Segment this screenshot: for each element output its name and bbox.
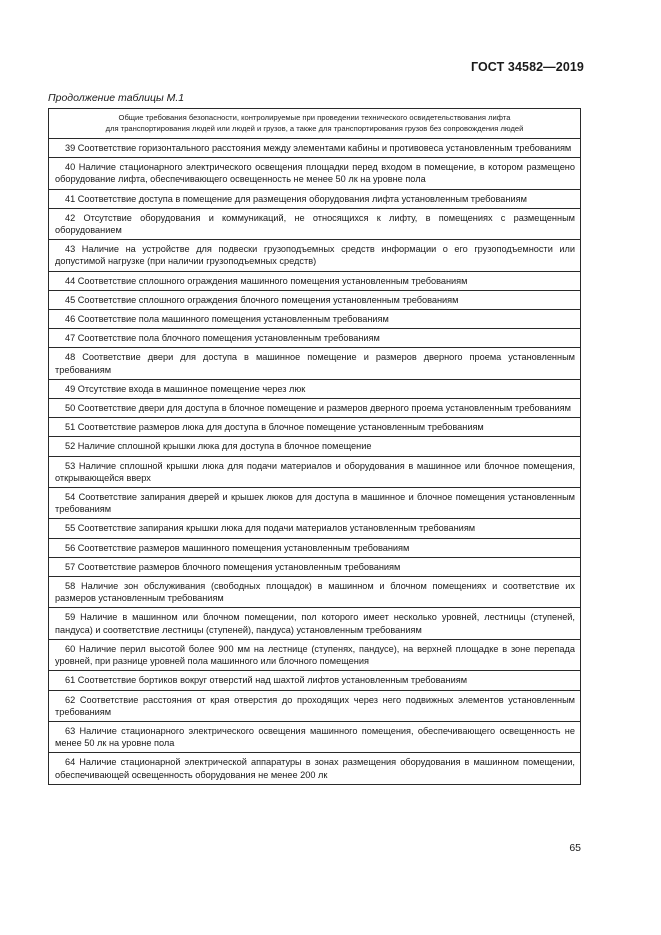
standard-code: ГОСТ 34582—2019 (470, 60, 584, 74)
table-cell (49, 290, 581, 309)
requirements-table (48, 108, 581, 785)
table-cell (49, 348, 581, 379)
table-row (49, 208, 581, 239)
requirement-text: 48 Соответствие двери для доступа в машинное помещение и размеров дверного проема установленным требованиям (55, 352, 575, 375)
table-row (49, 488, 581, 519)
page-number: 65 (569, 842, 581, 854)
table-cell (49, 519, 581, 538)
table-cell (49, 189, 581, 208)
table-row (49, 437, 581, 456)
table-cell (49, 671, 581, 690)
table-cell (49, 456, 581, 487)
requirement-text: 41 Соответствие доступа в помещение для размещения оборудования лифта установленным требованиям (65, 193, 527, 204)
table-body (49, 139, 581, 785)
table-cell (49, 639, 581, 670)
requirement-text: 55 Соответствие запирания крышки люка для подачи материалов установленным требованиям (65, 523, 476, 534)
requirement-text: 45 Соответствие сплошного ограждения блочного помещения установленным требованиям (65, 294, 459, 305)
requirement-text: 40 Наличие стационарного электрического освещения площадки перед входом в помещение, в котором размещено оборудование лифта, обеспечивающего освещенность не менее 50 лк на уровне пола (55, 162, 575, 185)
table-row (49, 139, 581, 158)
table-row (49, 399, 581, 418)
table-cell (49, 329, 581, 348)
table-cell (49, 538, 581, 557)
table-row (49, 753, 581, 784)
table-row (49, 189, 581, 208)
table-cell (49, 379, 581, 398)
requirement-text: 49 Отсутствие входа в машинное помещение через люк (65, 383, 306, 394)
table-row (49, 158, 581, 189)
table-row (49, 418, 581, 437)
requirement-text: 54 Соответствие запирания дверей и крышек люков для доступа в машинное и блочное помещения установленным требованиям (55, 492, 575, 515)
table-row (49, 240, 581, 271)
requirement-text: 51 Соответствие размеров люка для доступа в блочное помещение установленным требованиям (65, 422, 484, 433)
table-row (49, 608, 581, 639)
table-row (49, 379, 581, 398)
table-cell (49, 753, 581, 784)
requirement-text: 60 Наличие перил высотой более 900 мм на лестнице (ступенях, пандусе), на верхней площадке в зоне перепада уровней, при разнице уровней пола машинного или блочного помещения (55, 643, 575, 667)
requirement-text: 46 Соответствие пола машинного помещения установленным требованиям (65, 314, 389, 325)
table-cell (49, 557, 581, 576)
table-cell (49, 271, 581, 290)
table-caption: Продолжение таблицы М.1 (48, 92, 185, 104)
table-cell (49, 721, 581, 752)
requirement-text: 44 Соответствие сплошного ограждения машинного помещения установленным требованиям (65, 275, 468, 286)
table-row (49, 271, 581, 290)
requirement-text: 62 Соответствие расстояния от края отверстия до проходящих через него подвижных элементов установленным требованиям (55, 694, 575, 717)
table-row (49, 538, 581, 557)
requirement-text: 63 Наличие стационарного электрического освещения машинного помещения, обеспечивающего освещенность не менее 50 лк на уровне пола (55, 725, 575, 749)
table-row (49, 310, 581, 329)
requirement-text: 42 Отсутствие оборудования и коммуникаций, не относящихся к лифту, в помещениях с размещенным оборудованием (55, 212, 575, 236)
requirement-text: 61 Соответствие бортиков вокруг отверстий над шахтой лифтов установленным требованиям (65, 675, 468, 686)
table-header-line-1: Общие требования безопасности, контролируемые при проведении технического освидетельствования лифта (118, 113, 511, 122)
requirement-text: 47 Соответствие пола блочного помещения установленным требованиям (65, 333, 380, 344)
requirement-text: 39 Соответствие горизонтального расстояния между элементами кабины и противовеса установленным требованиям (65, 143, 572, 153)
table-row (49, 721, 581, 752)
table-cell (49, 577, 581, 608)
table-row (49, 557, 581, 576)
requirement-text: 53 Наличие сплошной крышки люка для подачи материалов и оборудования в машинное или блочное помещения, открывающейся вверх (55, 460, 575, 483)
table-row (49, 348, 581, 379)
requirement-text: 43 Наличие на устройстве для подвески грузоподъемных средств информации о его грузоподъемности или допустимой нагрузке (при наличии грузоподъемных средств) (55, 244, 575, 267)
requirement-text: 59 Наличие в машинном или блочном помещении, пол которого имеет несколько уровней, лестницы (ступеней, пандуса) и соответствие лестницы (ступеней), пандуса) установленным требованиям (55, 612, 575, 635)
table-cell (49, 158, 581, 189)
requirement-text: 64 Наличие стационарной электрической аппаратуры в зонах размещения оборудования в машинном помещении, обеспечивающей освещенность оборудования не менее 200 лк (55, 757, 575, 780)
requirement-text: 52 Наличие сплошной крышки люка для доступа в блочное помещение (65, 441, 372, 452)
requirement-text: 50 Соответствие двери для доступа в блочное помещение и размеров дверного проема установленным требованиям (65, 403, 571, 414)
table-cell (49, 690, 581, 721)
table-row (49, 639, 581, 670)
table-row (49, 519, 581, 538)
requirement-text: 57 Соответствие размеров блочного помещения установленным требованиям (65, 561, 401, 572)
table-header-line-2: для транспортирования людей или людей и грузов, а также для транспортирования грузов без сопровождения людей (105, 124, 524, 133)
table-cell (49, 139, 581, 158)
table-cell (49, 208, 581, 239)
table-row (49, 456, 581, 487)
table-cell (49, 310, 581, 329)
table-header-cell (49, 109, 581, 139)
table-header-row (49, 109, 581, 139)
table-row (49, 329, 581, 348)
requirement-text: 56 Соответствие размеров машинного помещения установленным требованиям (65, 542, 410, 553)
table-row (49, 290, 581, 309)
table-cell (49, 437, 581, 456)
table-cell (49, 608, 581, 639)
table-row (49, 690, 581, 721)
table-cell (49, 240, 581, 271)
table-row (49, 577, 581, 608)
table-cell (49, 399, 581, 418)
table-cell (49, 418, 581, 437)
table-cell (49, 488, 581, 519)
requirement-text: 58 Наличие зон обслуживания (свободных площадок) в машинном и блочном помещениях и соответствие их размеров установленным требованиям (55, 581, 575, 604)
table-row (49, 671, 581, 690)
